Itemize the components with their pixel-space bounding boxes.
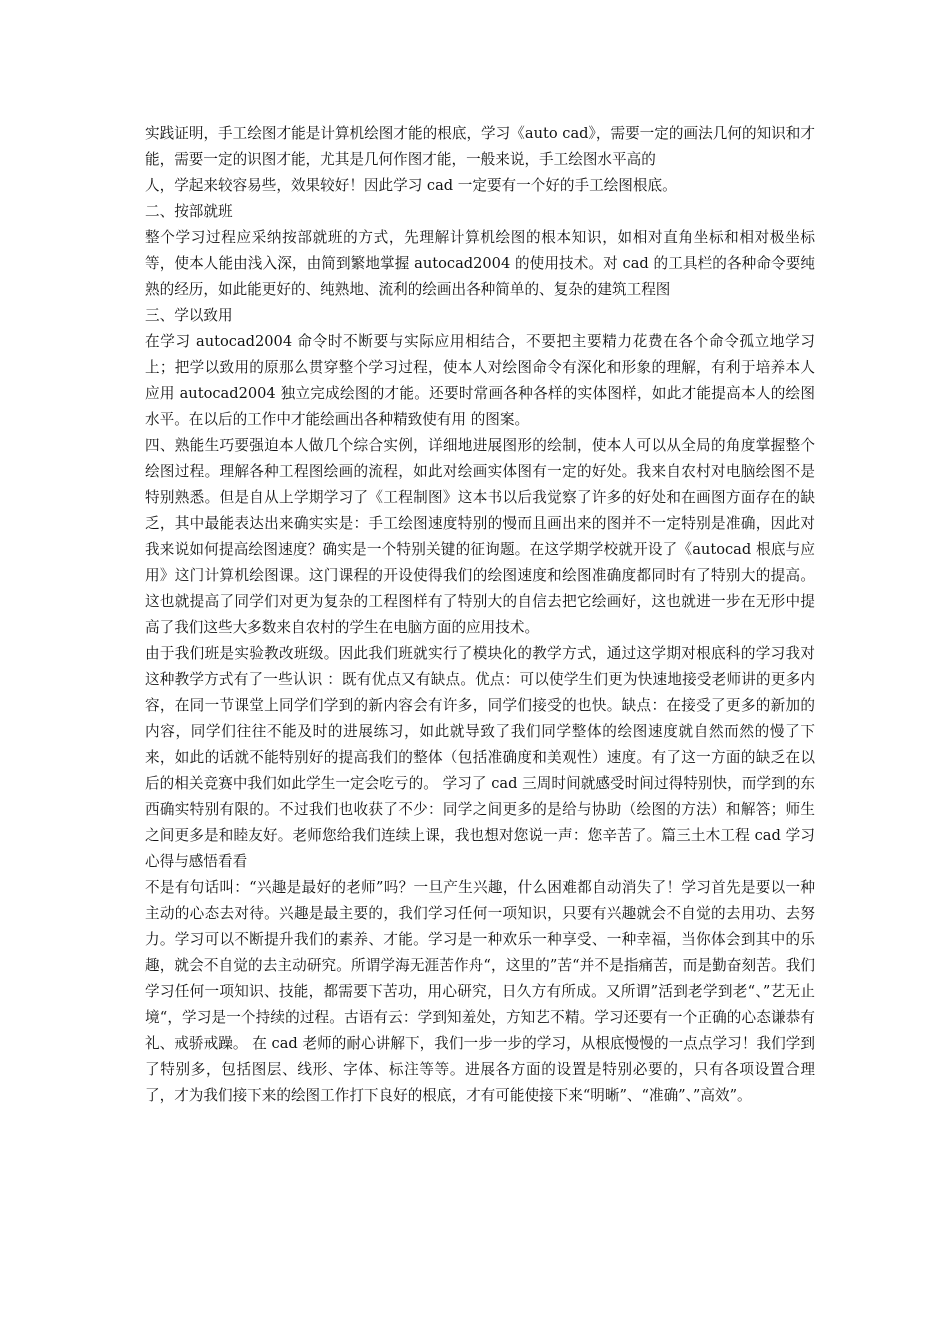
paragraph: 在学习 autocad2004 命令时不断要与实际应用相结合，不要把主要精力花费在各个命令孤立地学习上；把学以致用的原那么贯穿整个学习过程，使本人对绘图命令有深化和形象的理解，有利于培养本人应用 autocad2004 独立完成绘图的才能。还要时常画各种各样的实体图样，如此才能提高本人的绘图水平。在以后的工作中才能绘画出各种精致使有用 的图案。: [145, 333, 815, 428]
paragraph: 由于我们班是实验教改班级。因此我们班就实行了模块化的教学方式，通过这学期对根底科的学习我对这种教学方式有了一些认识 ：既有优点又有缺点。优点：可以使学生们更为快速地接受老师讲的更多内容，在同一节课堂上同学们学到的新内容会有许多，同学们接受的也快。缺点：在接受了更多的新加的内容，同学们往往不能及时的进展练习，如此就导致了我们同学整体的绘图速度就自然而然的慢了下来，如此的话就不能特别好的提高我们的整体（包括准确度和美观性）速度。有了这一方面的缺乏在以后的相关竞赛中我们如此学生一定会吃亏的。 学习了 cad 三周时间就感受时间过得特别快，而学到的东西确实特别有限的。不过我们也收获了不少：同学之间更多的是给与协助（绘图的方法）和解答；师生之间更多是和睦友好。老师您给我们连续上课，我也想对您说一声：您辛苦了。篇三土木工程 cad 学习心得与感悟看看: [145, 645, 815, 870]
paragraph: 整个学习过程应采纳按部就班的方式，先理解计算机绘图的根本知识，如相对直角坐标和相对极坐标等，使本人能由浅入深，由简到繁地掌握 autocad2004 的使用技术。对 cad 的工具栏的各种命令要纯熟的经历，如此能更好的、纯熟地、流利的绘画出各种简单的、复杂的建筑工程图: [145, 229, 815, 298]
paragraph: 实践证明，手工绘图才能是计算机绘图才能的根底，学习《auto cad》，需要一定的画法几何的知识和才能，需要一定的识图才能，尤其是几何作图才能，一般来说，手工绘图水平高的: [145, 125, 815, 168]
section-heading: 二、按部就班: [145, 203, 233, 220]
paragraph: 四、熟能生巧要强迫本人做几个综合实例，详细地进展图形的绘制，使本人可以从全局的角度掌握整个绘图过程。理解各种工程图绘画的流程，如此对绘画实体图有一定的好处。我来自农村对电脑绘图不是特别熟悉。但是自从上学期学习了《工程制图》这本书以后我觉察了许多的好处和在画图方面存在的缺乏，其中最能表达出来确实实是：手工绘图速度特别的慢而且画出来的图并不一定特别是准确，因此对我来说如何提高绘图速度？确实是一个特别关键的征询题。在这学期学校就开设了《autocad 根底与应用》这门计算机绘图课。这门课程的开设使得我们的绘图速度和绘图准确度都同时有了特别大的提高。这也就提高了同学们对更为复杂的工程图样有了特别大的自信去把它绘画好，这也就进一步在无形中提高了我们这些大多数来自农村的学生在电脑方面的应用技术。: [145, 437, 815, 636]
document-body: [145, 121, 815, 1109]
paragraph: 不是有句话叫：“兴趣是最好的老师”吗？一旦产生兴趣，什么困难都自动消失了！学习首先是要以一种主动的心态去对待。兴趣是最主要的，我们学习任何一项知识，只要有兴趣就会不自觉的去用功、去努力。学习可以不断提升我们的素养、才能。学习是一种欢乐一种享受、一种幸福，当你体会到其中的乐趣，就会不自觉的去主动研究。所谓学海无涯苦作舟“，这里的”苦“并不是指痛苦，而是勤奋刻苦。我们学习任何一项知识、技能，都需要下苦功，用心研究，日久方有所成。又所谓”活到老学到老“、”艺无止境“，学习是一个持续的过程。古语有云：学到知羞处，方知艺不精。学习还要有一个正确的心态谦恭有礼、戒骄戒躁。 在 cad 老师的耐心讲解下，我们一步一步的学习，从根底慢慢的一点点学习！我们学到了特别多，包括图层、线形、字体、标注等等。进展各方面的设置是特别必要的，只有各项设置合理了，才为我们接下来的绘图工作打下良好的根底，才有可能使接下来“明晰”、“准确”、”高效”。: [145, 879, 815, 1104]
section-heading: 三、学以致用: [145, 307, 233, 324]
paragraph: 人，学起来较容易些，效果较好！因此学习 cad 一定要有一个好的手工绘图根底。: [145, 177, 677, 194]
